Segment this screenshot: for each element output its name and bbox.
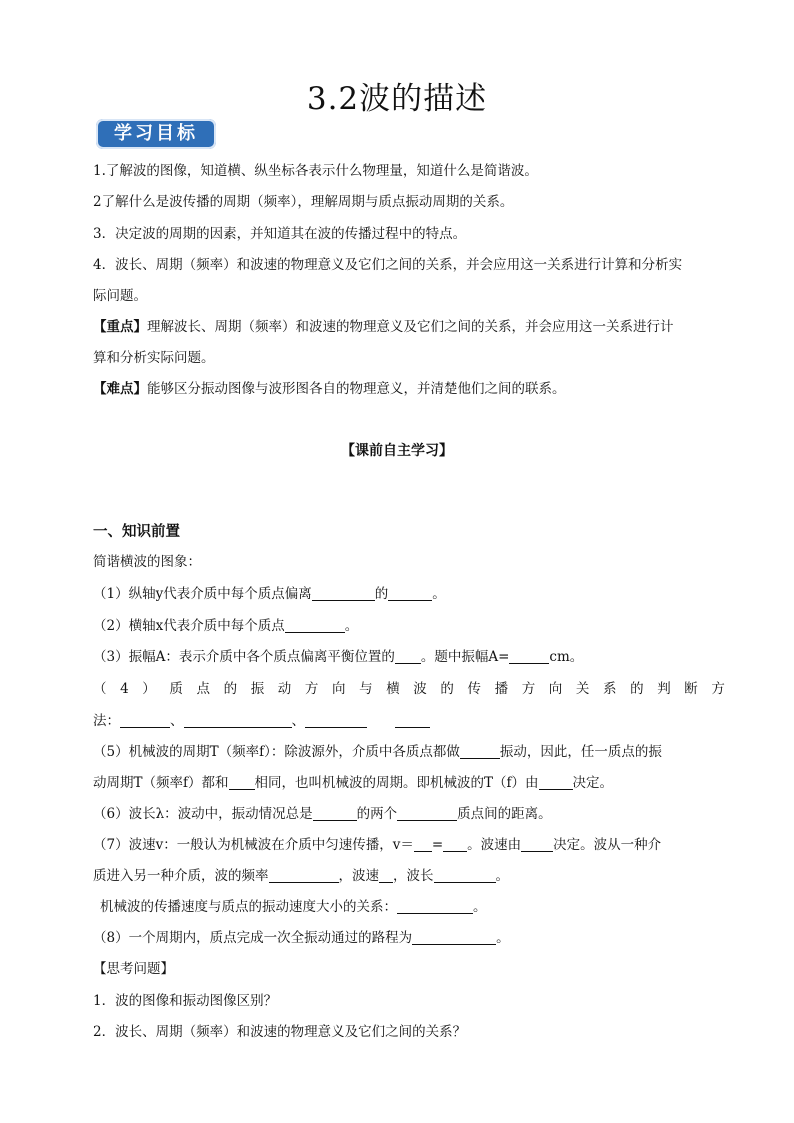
answer-blank[interactable] — [395, 649, 421, 664]
question-5-line1: （5）机械波的周期T（频率f）：除波源外，介质中各质点都做 振动，因此，任一质点的振 — [93, 744, 662, 760]
intro-line: 简谐横波的图象： — [93, 554, 201, 570]
answer-blank[interactable] — [379, 868, 393, 883]
page-title: 3.2波的描述 — [306, 81, 488, 117]
question-6: （6）波长λ：波动中，振动情况总是 的两个 质点间的距离。 — [93, 806, 552, 822]
answer-blank[interactable] — [460, 744, 500, 759]
answer-blank[interactable] — [312, 586, 375, 601]
objective-1: 1.了解波的图像，知道横、纵坐标各表示什么物理量，知道什么是简谐波。 — [93, 163, 538, 179]
answer-blank[interactable] — [229, 775, 255, 790]
answer-blank[interactable] — [414, 837, 432, 852]
question-8: （8）一个周期内，质点完成一次全振动通过的路程为 。 — [93, 930, 510, 946]
answer-blank[interactable] — [539, 775, 573, 790]
think-question-2: 2．波长、周期（频率）和波速的物理意义及它们之间的关系？ — [93, 1024, 467, 1040]
section-heading: 【课前自主学习】 — [341, 443, 453, 459]
answer-blank[interactable] — [395, 713, 430, 728]
key-point-line2: 算和分析实际问题。 — [93, 350, 215, 366]
objective-4-cont: 际问题。 — [93, 288, 147, 304]
question-1: （1）纵轴y代表介质中每个质点偏离 的 。 — [93, 586, 446, 602]
question-3: （3）振幅A：表示介质中各个质点偏离平衡位置的 。题中振幅A= cm。 — [93, 649, 584, 665]
answer-blank[interactable] — [521, 837, 553, 852]
key-point-text: 理解波长、周期（频率）和波速的物理意义及它们之间的关系，并会应用这一关系进行计 — [147, 319, 674, 335]
think-question-1: 1．波的图像和振动图像区别？ — [93, 993, 278, 1009]
difficulty-text: 能够区分振动图像与波形图各自的物理意义，并清楚他们之间的联系。 — [147, 381, 566, 397]
question-7-line1: （7）波速v：一般认为机械波在介质中匀速传播，v＝ = 。波速由 决定。波从一种介 — [93, 837, 662, 853]
key-point-line1 — [93, 318, 703, 336]
objective-2: 2了解什么是波传播的周期（频率），理解周期与质点振动周期的关系。 — [93, 194, 514, 210]
answer-blank[interactable] — [434, 868, 496, 883]
answer-blank[interactable] — [443, 837, 467, 852]
answer-blank[interactable] — [397, 806, 457, 821]
objective-3: 3．决定波的周期的因素，并知道其在波的传播过程中的特点。 — [93, 226, 467, 242]
answer-blank[interactable] — [412, 930, 496, 945]
think-heading: 【思考问题】 — [93, 961, 174, 977]
answer-blank[interactable] — [397, 899, 473, 914]
difficulty-label: 【难点】 — [93, 381, 147, 397]
difficulty-line — [93, 380, 703, 398]
question-4-line1: （4）质点的振动方向与横波的传播方向关系的判断方 — [93, 681, 739, 697]
answer-blank[interactable] — [120, 713, 170, 728]
answer-blank[interactable] — [388, 586, 432, 601]
key-point-label: 【重点】 — [93, 319, 147, 335]
answer-blank[interactable] — [509, 649, 549, 664]
answer-blank[interactable] — [184, 713, 292, 728]
answer-blank[interactable] — [269, 868, 339, 883]
question-5-line2: 动周期T（频率f）都和 相同，也叫机械波的周期。即机械波的T（f）由 决定。 — [93, 775, 614, 791]
question-7-line2: 质进入另一种介质，波的频率 ，波速 ，波长 。 — [93, 868, 509, 884]
learning-objectives-badge: 学习目标 — [96, 119, 216, 149]
answer-blank[interactable] — [313, 806, 357, 821]
answer-blank[interactable] — [285, 618, 345, 633]
question-4-line2: 法： 、 、 — [93, 712, 703, 730]
relation-line: 机械波的传播速度与质点的振动速度大小的关系： 。 — [100, 899, 487, 915]
part1-heading: 一、知识前置 — [93, 524, 180, 540]
question-2: （2）横轴x代表介质中每个质点 。 — [93, 618, 359, 634]
answer-blank[interactable] — [305, 713, 367, 728]
objective-4: 4．波长、周期（频率）和波速的物理意义及它们之间的关系，并会应用这一关系进行计算和分析实 — [93, 257, 683, 273]
